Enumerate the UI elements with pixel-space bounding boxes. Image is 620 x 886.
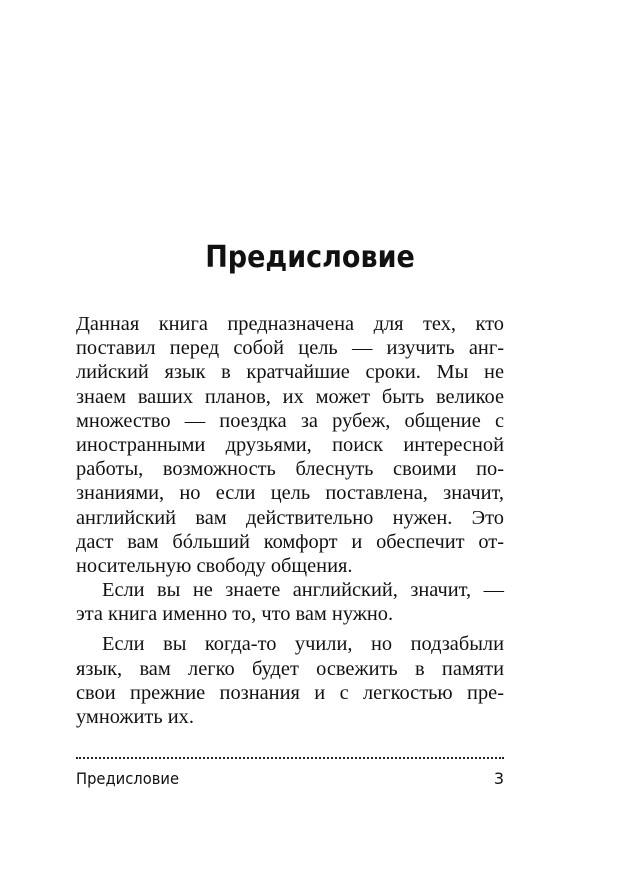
text-line: носительную свободу общения. xyxy=(76,554,353,577)
page-title: Предисловие xyxy=(205,240,415,275)
text-line: Если вы когда-то учили, но подзабыли xyxy=(102,633,504,656)
text-line: английский вам действительно нужен. Это xyxy=(76,506,504,529)
paragraph xyxy=(76,312,504,578)
text-line: знаем ваших планов, их может быть великое xyxy=(76,385,504,408)
text-line: поставил перед собой цель — изучить анг- xyxy=(76,337,504,360)
footer-divider xyxy=(76,757,504,759)
text-line: Если вы не знаете английский, значит, — xyxy=(102,579,504,602)
page-number: 3 xyxy=(493,769,504,788)
text-line: знаниями, но если цель поставлена, значит, xyxy=(76,482,504,505)
text-line: эта книга именно то, что вам нужно. xyxy=(76,603,394,626)
text-line: лийский язык в кратчайшие сроки. Мы не xyxy=(76,361,504,384)
text-line: Данная книга предназначена для тех, кто xyxy=(76,313,504,335)
body-text xyxy=(76,312,504,729)
paragraph xyxy=(76,632,504,729)
text-line: даст вам бóльший комфорт и обеспечит от- xyxy=(76,530,504,553)
text-line: иностранными друзьями, поиск интересной xyxy=(76,433,504,456)
text-line: множество — поездка за рубеж, общение с xyxy=(76,409,504,432)
running-footer-title: Предисловие xyxy=(76,769,180,788)
text-line: язык, вам легко будет освежить в памяти xyxy=(76,657,504,680)
text-line: свои прежние познания и с легкостью пре- xyxy=(76,681,504,704)
text-line: работы, возможность блеснуть своими по- xyxy=(76,458,504,481)
text-line: умножить их. xyxy=(76,706,194,728)
paragraph xyxy=(76,578,504,626)
